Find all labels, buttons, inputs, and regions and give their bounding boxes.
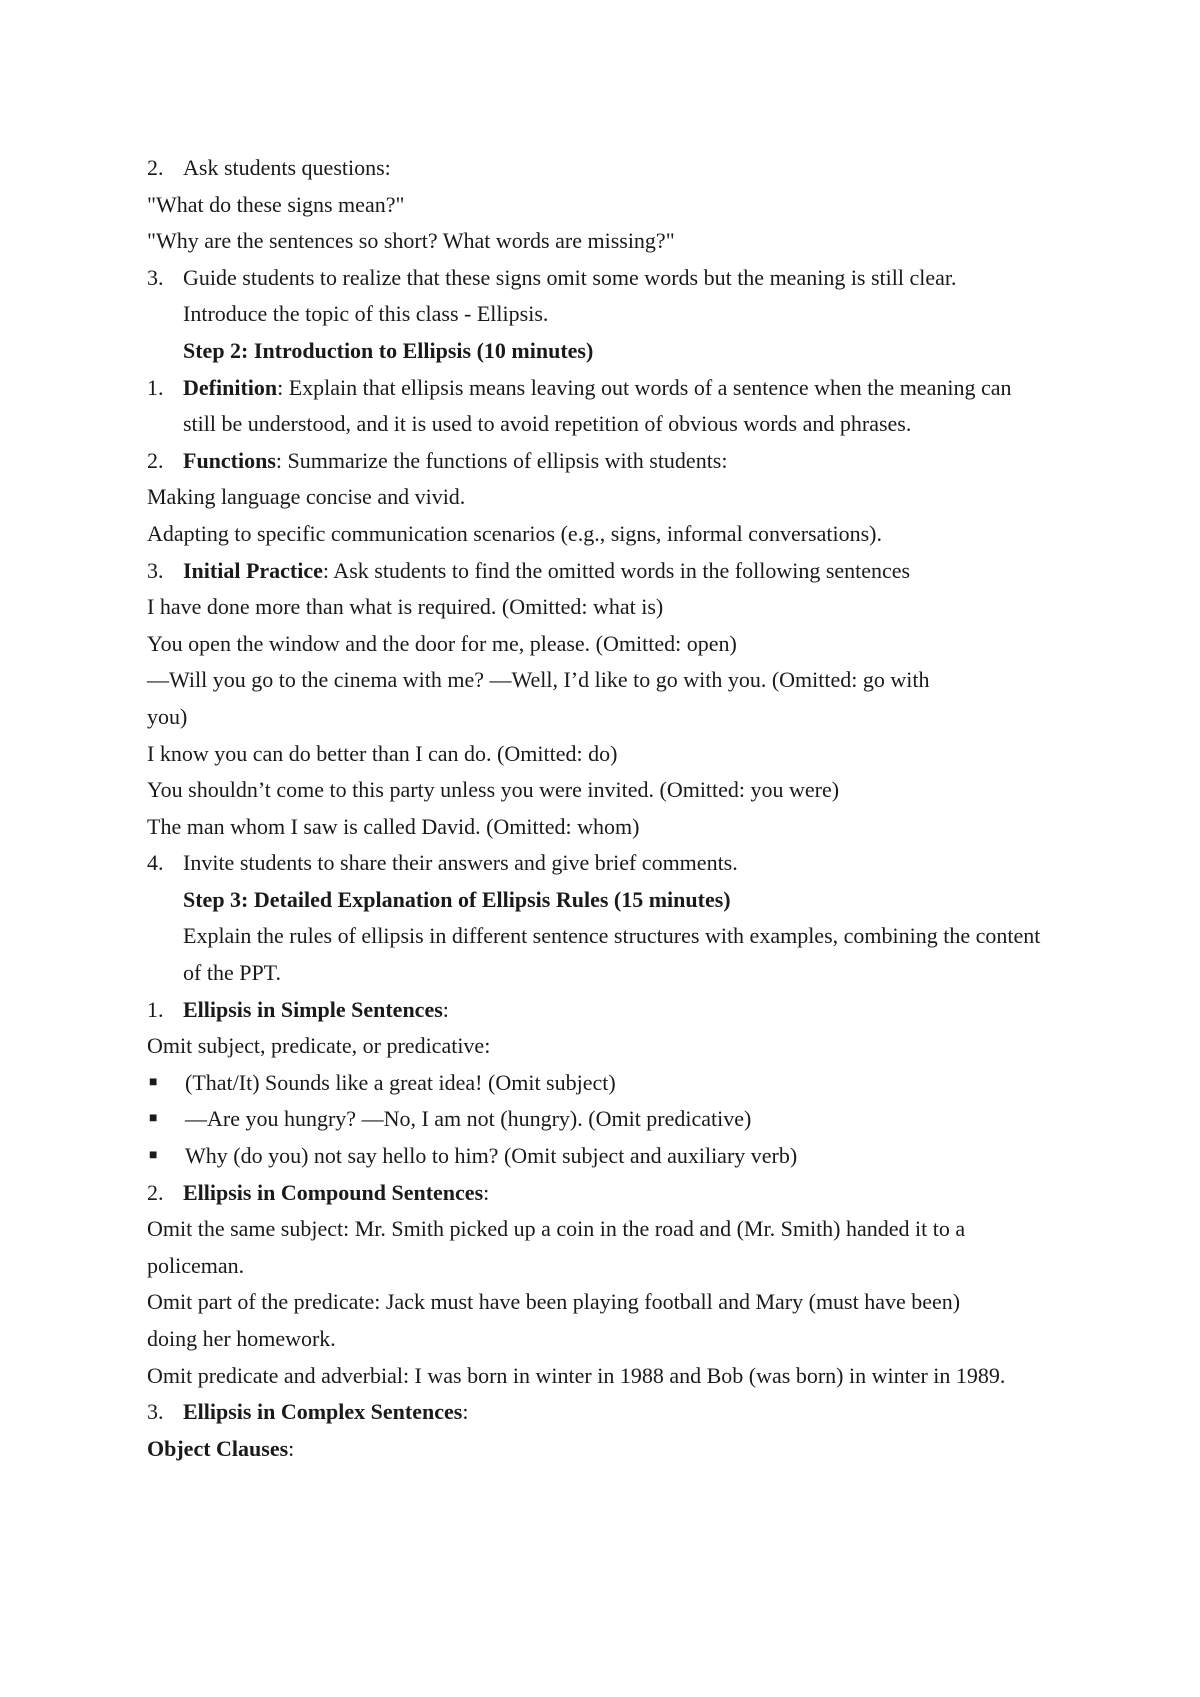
bullet-text: —Are you hungry? —No, I am not (hungry). (Omit predicative) [185,1106,752,1132]
list-item [147,443,1047,480]
colon: : [288,1435,295,1461]
complex-sentences-label: Ellipsis in Complex Sentences [183,1399,463,1425]
example-sentence: I have done more than what is required. (Omitted: what is) [147,594,664,620]
list-item [147,1394,1047,1431]
step-heading-text: Step 3: Detailed Explanation of Ellipsis Rules (15 minutes) [183,886,731,912]
initial-practice-label: Initial Practice [183,557,323,583]
paragraph: Explain the rules of ellipsis in different sentence structures with examples, combining the content of the PPT. [183,923,1041,986]
bullet-icon: ■ [149,1111,158,1127]
list-text [183,553,1043,590]
subheading [147,1431,1047,1468]
example-sentence: You open the window and the door for me, please. (Omitted: open) [147,630,737,656]
compound-sentences-label: Ellipsis in Compound Sentences [183,1179,484,1205]
paragraph: Omit part of the predicate: Jack must have been playing football and Mary (must have been) doing her homework. [147,1289,961,1351]
colon: : [462,1399,469,1425]
list-number: 3. [147,1399,164,1425]
list-number: 1. [147,374,164,400]
step-heading [147,333,1047,370]
list-item [147,845,1047,882]
paragraph: Omit subject, predicate, or predicative: [147,1033,491,1059]
functions-label: Functions [183,447,276,473]
example-sentence: You shouldn’t come to this party unless you were invited. (Omitted: you were) [147,777,840,803]
list-number: 3. [147,264,164,290]
colon: : [442,996,449,1022]
list-item [147,260,1047,333]
list-number: 3. [147,557,164,583]
list-item [147,1175,1047,1212]
list-item [147,553,1047,590]
list-number: 2. [147,155,164,180]
bullet-icon: ■ [149,1074,158,1090]
bullet-icon: ■ [149,1148,158,1164]
colon: : [483,1179,490,1205]
paragraph: Omit the same subject: Mr. Smith picked up a coin in the road and (Mr. Smith) handed it to a policeman. [147,1216,966,1278]
object-clauses-label: Object Clauses [147,1435,289,1461]
simple-sentences-label: Ellipsis in Simple Sentences [183,996,443,1022]
list-text [183,1394,1043,1431]
list-number: 4. [147,850,164,876]
definition-text: : Explain that ellipsis means leaving out words of a sentence when the meaning can still be understood, and it is used to avoid repetition of obvious words and phrases. [183,374,1012,437]
bullet-item [147,1065,1047,1102]
example-sentence: The man whom I saw is called David. (Omitted: whom) [147,813,640,839]
list-text: Invite students to share their answers and give brief comments. [183,850,738,876]
list-item [147,370,1047,443]
paragraph: "Why are the sentences so short? What words are missing?" [147,228,675,254]
list-number: 2. [147,1179,164,1205]
example-sentence: I know you can do better than I can do. (Omitted: do) [147,740,618,766]
step-heading-text: Step 2: Introduction to Ellipsis (10 minutes) [183,337,594,363]
bullet-text: (That/It) Sounds like a great idea! (Omit subject) [185,1069,616,1095]
example-sentence: —Will you go to the cinema with me? —Well, I’d like to go with you. (Omitted: go with you) [147,667,930,729]
list-text [183,370,1043,443]
initial-practice-text: : Ask students to find the omitted words in the following sentences [322,557,911,583]
list-text [183,992,1043,1029]
bullet-text: Why (do you) not say hello to him? (Omit subject and auxiliary verb) [185,1143,798,1169]
list-text: Ask students questions: [183,155,391,180]
paragraph: Adapting to specific communication scenarios (e.g., signs, informal conversations). [147,520,882,546]
paragraph: Making language concise and vivid. [147,484,466,510]
bullet-item [147,1101,1047,1138]
list-number: 2. [147,447,164,473]
definition-label: Definition [183,374,278,400]
list-text: Guide students to realize that these signs omit some words but the meaning is still clear. Introduce the topic of this class - Ellipsis. [183,264,957,327]
list-item [147,150,1047,187]
functions-text: : Summarize the functions of ellipsis with students: [275,447,728,473]
document-page [147,150,1047,1467]
list-text [183,443,1043,480]
step-heading [147,882,1047,919]
list-item [147,992,1047,1029]
bullet-item [147,1138,1047,1175]
paragraph: Omit predicate and adverbial: I was born in winter in 1988 and Bob (was born) in winter in 1989. [147,1362,1006,1388]
list-number: 1. [147,996,164,1022]
paragraph: "What do these signs mean?" [147,191,405,217]
list-text [183,1175,1043,1212]
